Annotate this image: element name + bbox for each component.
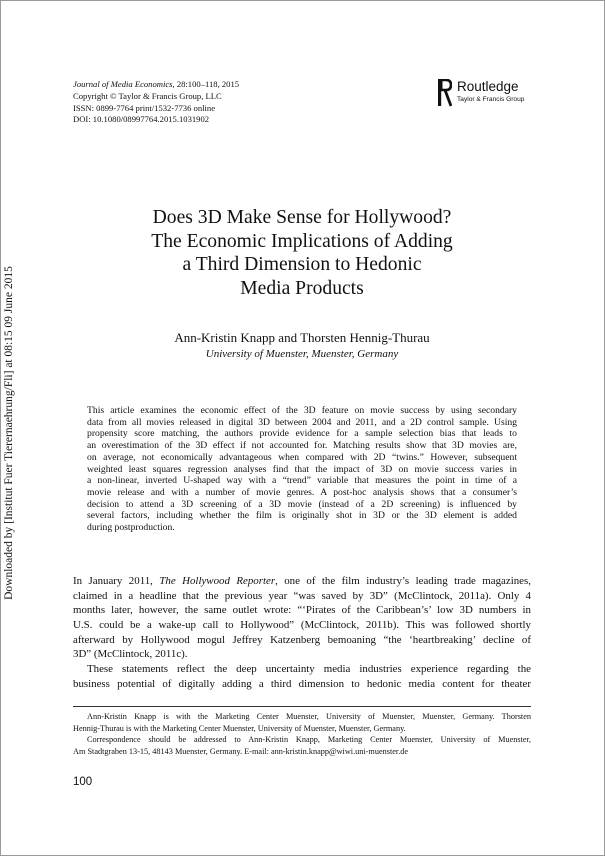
journal-info bbox=[73, 79, 239, 126]
publisher-brand: Routledge bbox=[457, 79, 519, 94]
abstract-line: decision to attend a 3D screening of a 3D movie (instead of a 2D screening) is influenced by bbox=[87, 498, 517, 510]
title-line: Media Products bbox=[240, 277, 364, 299]
publisher-subtitle: Taylor & Francis Group bbox=[457, 96, 525, 103]
title-line: a Third Dimension to Hedonic bbox=[182, 254, 422, 275]
footnote-divider bbox=[73, 706, 531, 707]
abstract-line: weighted least squares regression analyses find that the impact of 3D on movie success varies in bbox=[87, 463, 517, 475]
title-line: Does 3D Make Sense for Hollywood? bbox=[152, 207, 452, 228]
journal-name: Journal of Media Economics bbox=[73, 79, 173, 89]
abstract-line: This article examines the economic effect of the 3D feature on movie success by using secondary bbox=[87, 405, 517, 416]
abstract-line: propensity score matching, the authors provide evidence for a sample selection bias that leads to bbox=[87, 428, 517, 440]
abstract-line: data from all movies released in digital 3D between 2004 and 2011, and a 2D control sample. Using bbox=[87, 416, 517, 428]
article-authors: Ann-Kristin Knapp and Thorsten Hennig-Thurau bbox=[174, 330, 430, 345]
abstract-line: on average, not economically advantageous when compared with 2D “twins.” However, subsequent bbox=[87, 451, 517, 463]
body-line: U.S. could be a wake-up call to Hollywood” (McClintock, 2011b). This was followed shortly bbox=[73, 618, 531, 631]
download-watermark: Downloaded by [Institut Fuer Tierernaehrung/Fli] at 08:15 09 June 2015 bbox=[3, 266, 15, 600]
body-line: months later, however, the same outlet wrote: “‘Pirates of the Caribbean’s’ low 3D numbers in bbox=[73, 604, 531, 617]
body-text-segment: In January 2011, bbox=[73, 575, 160, 587]
body-line: afterward by Hollywood mogul Jeffrey Katzenberg bemoaning “the ‘heartbreaking’ decline of bbox=[73, 633, 531, 646]
publisher-logo bbox=[438, 79, 538, 109]
page-number: 100 bbox=[73, 776, 93, 788]
abstract-line: several factors, including whether the film is originally shot in 3D or the 3D element is added bbox=[87, 510, 517, 522]
title-line: The Economic Implications of Adding bbox=[151, 230, 453, 252]
abstract-line: movie release and with a number of movie genres. A post-hoc analysis shows that a consumer’s bbox=[87, 486, 517, 498]
routledge-r-logo-icon bbox=[438, 79, 452, 107]
body-text-segment: , one of the film industry’s leading trade magazines, bbox=[275, 575, 531, 587]
body-text bbox=[73, 574, 531, 691]
abstract-line: during postproduction. bbox=[87, 522, 175, 534]
journal-doi[interactable]: DOI: 10.1080/08997764.2015.1031902 bbox=[73, 114, 210, 125]
abstract-line: a non-linear, inverted U-shaped way with a “trend” variable that measures the point in time of a bbox=[87, 475, 517, 487]
footnote-line: Correspondence should be addressed to Ann-Kristin Knapp, Marketing Center Muenster, University of Muenster, bbox=[87, 735, 531, 744]
body-line: These statements reflect the deep uncertainty media industries experience regarding the bbox=[87, 662, 531, 675]
article-title bbox=[80, 206, 524, 300]
body-line: claimed in a headline that the previous year “was saved by 3D” (McClintock, 2011a). Only 4 bbox=[73, 589, 531, 602]
abstract-line: an overestimation of the 3D effect if not accounted for. Matching results show that 3D movies are, bbox=[87, 440, 517, 452]
footnote-line[interactable]: Am Stadtgraben 13-15, 48143 Muenster, Germany. E-mail: ann-kristin.knapp@wiwi.uni-muenster.de bbox=[73, 746, 409, 756]
journal-copyright: Copyright © Taylor & Francis Group, LLC bbox=[73, 90, 222, 101]
footnote-line: Ann-Kristin Knapp is with the Marketing Center Muenster, University of Muenster, Muenster, Germany. Thorsten bbox=[87, 712, 531, 721]
abstract bbox=[87, 405, 517, 534]
journal-issn: ISSN: 0899-7764 print/1532-7736 online bbox=[73, 102, 216, 113]
body-line bbox=[73, 574, 531, 589]
journal-volume: , 28:100–118, 2015 bbox=[172, 79, 240, 89]
publication-title: The Hollywood Reporter bbox=[159, 575, 276, 587]
footnote-line: Hennig-Thurau is with the Marketing Center Muenster, University of Muenster, Muenster, Germany. bbox=[73, 723, 406, 733]
author-affiliation: University of Muenster, Muenster, Germany bbox=[205, 348, 399, 360]
body-line: business potential of digitally adding a third dimension to hedonic media content for theater bbox=[73, 677, 531, 690]
body-line: 3D” (McClintock, 2011c). bbox=[73, 648, 188, 661]
footnotes bbox=[73, 711, 531, 757]
